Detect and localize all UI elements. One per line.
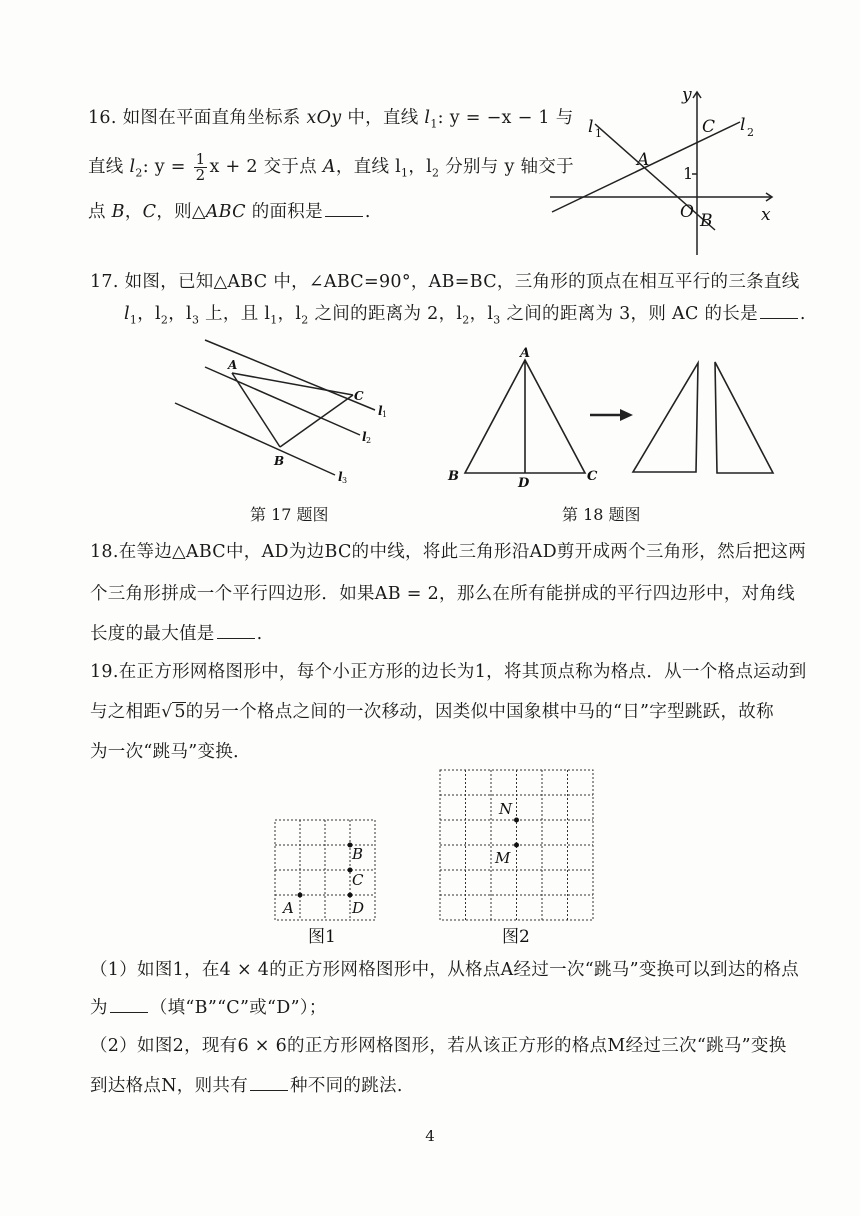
q16-text: . [364,202,371,222]
q17-line1: 17. 如图，已知△ABC 中，∠ABC=90°，AB=BC，三角形的顶点在相互平行的三条直线 [90,272,800,292]
q16-sub: 1 [430,117,438,131]
label-M: M [495,849,511,867]
answer-blank[interactable] [760,302,798,319]
label-l1-sub: 1 [595,127,602,140]
q16-triangle: ABC [205,202,246,222]
q16-text: 分别与 y 轴交于 [439,157,574,177]
label-C: C [587,469,598,484]
q19-text: 种不同的跳法. [290,1076,403,1096]
side-BC [280,395,353,447]
q16-text: 直线 [88,157,130,177]
label-B: B [352,845,364,863]
q19-line2 [90,700,774,724]
q16-text: 点 [88,202,112,222]
answer-blank[interactable] [217,622,255,639]
q16-line1 [88,106,574,137]
q16-point-B: B [111,202,125,222]
label-A: A [283,899,294,917]
q18-caption: 第 18 题图 [562,505,641,524]
q18-line2: 个三角形拼成一个平行四边形．如果AB = 2，那么在所有能拼成的平行四边形中，对角线 [90,584,796,604]
q17-sub: 1 [270,313,278,327]
q18-text: 长度的最大值是 [90,624,215,644]
label-l3-sub: 3 [342,476,348,485]
label-l1: l [378,404,383,418]
label-l2: l [740,115,746,135]
fig1-caption: 图1 [308,927,336,947]
q17-text: ，l [168,304,192,324]
answer-blank[interactable] [325,200,363,217]
sqrt-value: 5 [174,702,186,722]
label-l1-sub: 1 [382,410,388,419]
q19-figure1 [270,815,385,955]
q16-var: xOy [306,108,342,128]
label-B: B [448,469,459,484]
q17-figure [170,335,400,490]
q17-sub: 1 [129,313,138,327]
q19-part2-line1: （2）如图2，现有6 × 6的正方形网格图形，若从该正方形的格点M经过三次“跳马”变换 [90,1036,787,1056]
parallel-line-l1 [205,340,375,410]
q16-eq-2b: x + 2 交于点 [209,157,323,177]
q19-part2-line2 [90,1074,403,1098]
label-O: O [680,202,694,222]
q18-line1: 18.在等边△ABC中，AD为边BC的中线，将此三角形沿AD剪开成两个三角形，然后把这两 [90,542,807,562]
q19-text: 为 [90,998,108,1018]
q16-sub: 2 [432,166,440,180]
q16-text: ，l [408,157,433,177]
label-l2-sub: 2 [366,436,372,445]
answer-blank[interactable] [250,1074,288,1091]
sqrt-icon: √ [161,702,173,722]
label-x: x [761,205,771,225]
grid-point-M [514,843,519,848]
q17-sub: 2 [160,313,169,327]
q16-text: 中，直线 [341,108,425,128]
q16-text: 的面积是 [245,202,323,222]
q17-text: ，l [137,304,161,324]
arrow-icon [590,409,633,421]
label-y: y [682,85,692,105]
q17-text: . [799,304,806,324]
q16-equation-1: : y = −x − 1 与 [437,108,574,128]
q19-text: 与之相距 [90,702,162,722]
label-N: N [499,800,513,818]
q19-part1-line1: （1）如图1，在4 × 4的正方形网格图形中，从格点A经过一次“跳马”变换可以到达的格点 [90,960,800,980]
q16-figure [540,80,790,260]
answer-blank[interactable] [110,996,148,1013]
label-B: B [700,211,713,231]
label-D: D [352,899,365,917]
q16-text: 16. 如图在平面直角坐标系 [88,108,307,128]
label-l2: l [362,430,367,444]
frac-denominator: 2 [195,166,206,184]
frac-numerator: 1 [195,150,206,168]
label-C: C [354,389,364,403]
q16-l1: l [424,108,431,128]
grid-point-A [298,893,303,898]
q19-text: 的另一个格点之间的一次移动，因类似中国象棋中马的“日”字型跳跃，故称 [185,702,774,722]
q17-text: ，l [277,304,302,324]
q17-sub: 2 [462,313,470,327]
label-l3: l [338,470,343,484]
label-one: 1 [683,164,694,183]
label-l1: l [588,117,594,137]
q19-text: （填“B”“C”或“D”）； [149,998,327,1018]
q19-line1: 19.在正方形网格图形中，每个小正方形的边长为1，将其顶点称为格点．从一个格点运动到 [90,662,807,682]
q18-text: . [256,624,263,644]
q17-text: ，l [469,304,494,324]
q16-l2: l [129,157,136,177]
cut-triangle-left [633,363,698,472]
cut-triangle-right [715,362,773,473]
q17-sub: 3 [493,313,501,327]
parallel-line-l2 [205,367,360,435]
grid-point-D [348,893,353,898]
grid-point-N [514,818,519,823]
q16-sub: 1 [401,166,409,180]
label-D: D [518,476,530,491]
q17-text: 之间的距离为 3，则 AC 的长是 [500,304,758,324]
q16-point-C: C [142,202,157,222]
side-AB [232,373,280,447]
q16-sub: 2 [135,166,143,180]
q17-sub: 3 [191,313,200,327]
q17-line2 [124,302,806,333]
q16-line2 [88,152,574,186]
q16-eq-2a: : y = [142,157,192,177]
q19-part1-line2 [90,996,327,1020]
q16-line3 [88,200,371,224]
q19-figure2 [435,765,605,955]
label-C: C [352,871,364,889]
label-A: A [520,346,531,361]
label-l2-sub: 2 [747,126,754,139]
q16-text: ，直线 l [335,157,402,177]
label-C: C [702,117,716,137]
q17-sub: 2 [301,313,309,327]
q19-line3: 为一次“跳马”变换． [90,742,251,762]
q16-fraction [194,152,208,183]
q17-text: l [124,304,130,324]
q18-figure [440,340,790,490]
page-number: 4 [425,1127,435,1145]
q17-caption: 第 17 题图 [250,505,329,524]
label-B: B [274,454,285,468]
q17-text: 之间的距离为 2，l [308,304,463,324]
label-A: A [637,150,650,170]
q17-text: 上，且 l [199,304,271,324]
q19-text: 到达格点N，则共有 [90,1076,249,1096]
fig2-caption: 图2 [502,927,530,947]
q16-text: ，则△ [156,202,206,222]
q16-text: ， [124,202,143,222]
q18-line3 [90,622,262,646]
q16-point-A: A [322,157,336,177]
label-A: A [228,358,238,372]
